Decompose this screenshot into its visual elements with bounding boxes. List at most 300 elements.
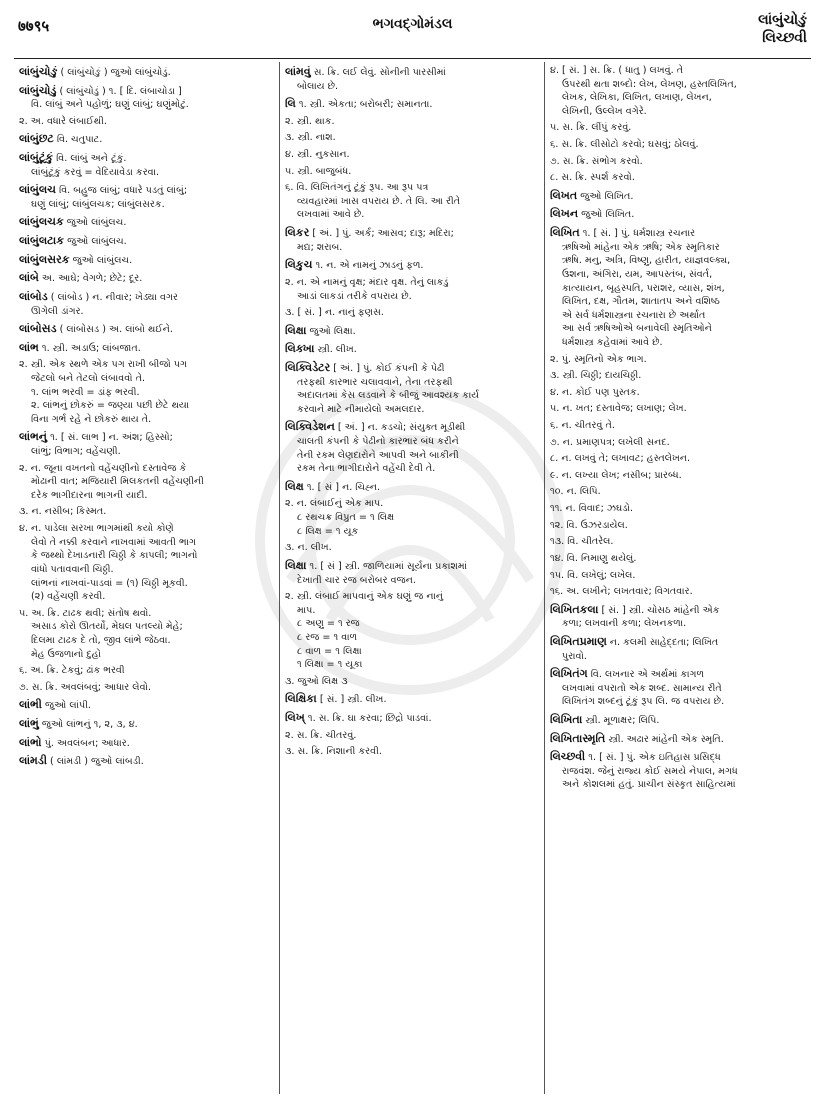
definition-text: કરવાને માટે નીમાયેલો અમલદાર. bbox=[297, 403, 425, 415]
sense-entry bbox=[19, 681, 274, 695]
sense-entry bbox=[285, 590, 539, 672]
definition-text: કાત્યાયન, બૃહસ્પતિ, પરાશર, વ્યાસ, શંખ, bbox=[562, 282, 725, 294]
definition-text: ૧ લિક્ષા = ૧ યૂકા bbox=[297, 659, 363, 671]
entry-line bbox=[285, 96, 539, 112]
definition-text: કે જથ્થો દેખાડનારી ચિઠ્ઠી કે કાપલી; ભાગનો bbox=[31, 550, 198, 562]
headword: લિકર bbox=[285, 226, 310, 240]
definition-text: જુઓ લાંબુંલચ. bbox=[66, 217, 127, 229]
definition-text: લાંભનાં નાખવાં-પાડવાં = (૧) ચિઠ્ઠી મૂકવી. bbox=[31, 577, 188, 589]
definition-text: ( લાંબુંચોઙું ) જુઓ લાંબુંચોડું. bbox=[60, 67, 171, 78]
definition-text: ૧૫. વિ. લખેલું; લખેલ. bbox=[550, 569, 636, 581]
entry-line bbox=[19, 214, 274, 230]
sense-entry bbox=[550, 171, 804, 185]
column-1 bbox=[14, 62, 279, 1094]
entry-line bbox=[550, 682, 804, 696]
dictionary-entry bbox=[550, 602, 804, 631]
entry-line bbox=[19, 198, 274, 212]
sense-entry bbox=[19, 522, 274, 604]
dictionary-entry bbox=[285, 323, 539, 339]
entry-line bbox=[19, 166, 274, 180]
sense-entry bbox=[550, 585, 804, 599]
entry-line bbox=[285, 541, 539, 555]
entry-line bbox=[285, 435, 539, 449]
entry-line bbox=[285, 80, 539, 94]
definition-text: લાંબુંટૂંકું કરવું = વેદિયાવેડા કરવા. bbox=[31, 166, 160, 178]
headword: લિખન bbox=[550, 207, 579, 221]
definition-text: ૧. સ્ત્રી. એકતા; બરોબરી; સમાનતા. bbox=[298, 99, 433, 111]
guide-words bbox=[758, 12, 807, 47]
entry-line bbox=[19, 563, 274, 577]
definition-text: સ્ત્રી. લીખ. bbox=[317, 344, 357, 356]
headword: લાંમડી bbox=[19, 754, 47, 768]
definition-text: ૬. ન. ચીતરવું તે. bbox=[550, 420, 615, 432]
entry-line bbox=[550, 105, 804, 119]
dictionary-entry bbox=[285, 479, 539, 495]
entry-line bbox=[285, 419, 539, 435]
headword: લાંભો bbox=[19, 735, 42, 749]
definition-text: ૯. ન. લખ્યા લેખ; નસીબ; પ્રારબ્ધ. bbox=[550, 469, 682, 481]
dictionary-entry bbox=[19, 716, 274, 732]
headword: લાંબુંલસરક bbox=[19, 252, 70, 266]
definition-text: ૩. સ્ત્રી. નાશ. bbox=[285, 132, 336, 144]
entry-line bbox=[285, 691, 539, 707]
definition-text: માપ. bbox=[297, 604, 316, 616]
dictionary-entry bbox=[285, 64, 539, 93]
dictionary-entry bbox=[19, 150, 274, 179]
entry-line bbox=[19, 340, 274, 356]
dictionary-entry bbox=[285, 691, 539, 707]
book-title: ભગવદ્ગોમંડલ bbox=[372, 16, 453, 32]
column-3 bbox=[544, 62, 809, 1094]
entry-line bbox=[285, 590, 539, 604]
definition-text: ૬. વિ. લિખિતંગનું ટૂંકું રૂપ. આ રૂપ પત્ર bbox=[285, 182, 429, 194]
definition-text: ૨. સ્ત્રી. થાક. bbox=[285, 115, 335, 127]
dictionary-entry bbox=[19, 340, 274, 356]
entry-line bbox=[19, 716, 274, 732]
definition-text: જુઓ લાંબુંલચ. bbox=[67, 236, 127, 248]
definition-text: ૩. ન. નસીબ; કિસ્મત. bbox=[19, 506, 107, 518]
entry-line bbox=[19, 386, 274, 400]
definition-text: ૮ લિક્ષ = ૧ યૂક bbox=[297, 525, 359, 537]
sense-entry bbox=[285, 276, 539, 303]
entry-line bbox=[550, 552, 804, 566]
headword: લિખિત bbox=[550, 226, 580, 240]
definition-text: ૩. ન. લીખ. bbox=[285, 542, 332, 554]
definition-text: ૧. [ સં. ] પું. ધર્મશાસ્ત્ર રચનાર bbox=[582, 228, 696, 240]
definition-text: ૫. ન. ખત; દસ્તાવેજ; લખાણ; લેખ. bbox=[550, 403, 687, 415]
definition-text: મોઢાની વાત; મજિયારી મિલકતની વહેંચણીની bbox=[31, 476, 204, 488]
definition-text: પુરાવો. bbox=[562, 650, 587, 662]
definition-text: ૩. સ્ત્રી. ચિઠ્ઠી; દાયચિઠ્ઠી. bbox=[550, 370, 642, 382]
entry-line bbox=[285, 341, 539, 357]
definition-text: ૬. સ. ક્રિ. લીસોટો કરવો; ઘસવું; ઠોલવું. bbox=[550, 139, 699, 151]
entry-line bbox=[550, 369, 804, 383]
headword: લાંબુંછટ bbox=[19, 132, 54, 146]
entry-line bbox=[19, 536, 274, 550]
dictionary-entry bbox=[550, 225, 804, 349]
definition-text: ૭. સ. ક્રિ. અવલંબવું; આધાર લેવો. bbox=[19, 681, 151, 693]
definition-text: ચાલતી કંપની કે પેઢીનો કારભાર બંધ કરીને bbox=[297, 436, 459, 448]
entry-line bbox=[550, 519, 804, 533]
entry-line bbox=[550, 121, 804, 135]
entry-line bbox=[285, 64, 539, 80]
entry-line bbox=[285, 195, 539, 209]
entry-line bbox=[550, 749, 804, 765]
entry-line bbox=[550, 336, 804, 350]
sense-entry bbox=[19, 462, 274, 503]
definition-text: જુઓ લાંબુંલચ. bbox=[72, 254, 133, 266]
headword: લિ bbox=[285, 97, 296, 111]
entry-line bbox=[550, 452, 804, 466]
definition-text: ઊગેલી ડાંગર. bbox=[31, 305, 84, 317]
entry-line bbox=[285, 148, 539, 162]
entry-line bbox=[550, 171, 804, 185]
dictionary-entry bbox=[19, 697, 274, 713]
definition-text: મદ્ય; શરાબ. bbox=[297, 241, 343, 253]
definition-text: અદાલતમાં કેસ લડવાને કે બીજું આવશ્યક કાર્ય bbox=[297, 390, 480, 402]
sense-entry bbox=[550, 369, 804, 383]
entry-line bbox=[550, 268, 804, 282]
definition-text: દરેક ભાગીદારના ભાગની યાદી. bbox=[31, 489, 148, 501]
headword: લાંબુંચોડું bbox=[19, 83, 57, 97]
definition-text: લિખિત, દક્ષ, ગૌતમ, શાતાતપ અને વશિષ્ઠ bbox=[562, 296, 720, 308]
definition-text: ૭. ન. પ્રમાણપત્ર; લખેલી સનદ. bbox=[550, 436, 670, 448]
entry-line bbox=[550, 765, 804, 779]
definition-text: આડાં લાકડાં તરીકે વપરાય છે. bbox=[297, 290, 412, 302]
definition-text: ૧૪. વિ. નિમાણુ થયેલું. bbox=[550, 552, 637, 564]
dictionary-entry bbox=[19, 735, 274, 751]
definition-text: ૪. ન. પાડેલા સરખા ભાગમાંથી કયો કોણે bbox=[19, 523, 174, 535]
entry-line bbox=[550, 138, 804, 152]
entry-line bbox=[285, 376, 539, 390]
definition-text: [ અં. ] ન. કડચો; સંયુક્ત મૂડીથી bbox=[337, 422, 466, 434]
sense-entry bbox=[550, 121, 804, 135]
entry-line bbox=[285, 276, 539, 290]
dictionary-entry bbox=[550, 731, 804, 747]
entry-line bbox=[550, 666, 804, 682]
headword: લાંબોડ bbox=[19, 289, 48, 303]
definition-text: તેની રકમ લેણદારોને આપવી અને બાકીની bbox=[297, 449, 459, 461]
definition-text: ધર્મશાસ્ત્ર કહેવામાં આવે છે. bbox=[562, 336, 663, 348]
sense-entry bbox=[550, 535, 804, 549]
entry-line bbox=[285, 257, 539, 273]
sense-entry bbox=[550, 436, 804, 450]
entry-line bbox=[285, 131, 539, 145]
definition-text: ૧૧. ન. વિવાદ; ઝઘડો. bbox=[550, 503, 633, 515]
dictionary-entry bbox=[285, 341, 539, 357]
entry-line bbox=[19, 358, 274, 372]
headword: લિખિતકલા bbox=[550, 602, 599, 616]
dictionary-entry bbox=[285, 710, 539, 726]
entry-line bbox=[285, 479, 539, 495]
entry-line bbox=[550, 295, 804, 309]
definition-text: ૫. અ. ક્રિ. ટાઢક થવી; સંતોષ થવો. bbox=[19, 607, 152, 619]
entry-line bbox=[19, 681, 274, 695]
entry-line bbox=[550, 386, 804, 400]
definition-text: જુઓ લિખિત. bbox=[581, 209, 635, 221]
entry-line bbox=[550, 64, 804, 78]
headword: લાંબુંલચક bbox=[19, 215, 64, 229]
entry-line bbox=[285, 181, 539, 195]
entry-line bbox=[550, 602, 804, 618]
definition-text: લખવામાં વપરાતો એક શબ્દ. સામાન્ય રીતે bbox=[562, 682, 722, 694]
definition-text: લેવો તે નક્કી કરવાને નાખવામાં આવતી ભાગ bbox=[31, 536, 196, 548]
entry-line bbox=[285, 462, 539, 476]
definition-text: ૨. ન. જૂના વખતનો વહેંચણીનો દસ્તાવેજ કે bbox=[19, 462, 187, 474]
definition-text: લિખિતંગ શબ્દનું ટૂંકું રૂપ લિ. જ વપરાય છે. bbox=[562, 696, 725, 708]
dictionary-entry bbox=[19, 429, 274, 458]
entry-line bbox=[550, 188, 804, 204]
entry-line bbox=[19, 399, 274, 413]
dictionary-entry bbox=[285, 419, 539, 475]
entry-line bbox=[285, 403, 539, 417]
definition-text: ૮ રજ = ૧ વાળ bbox=[297, 631, 358, 643]
sense-entry bbox=[550, 569, 804, 583]
headword: લિખત bbox=[550, 188, 578, 202]
definition-text: પું. અવલંબન; આધાર. bbox=[44, 737, 130, 749]
entry-line bbox=[550, 155, 804, 169]
entry-line bbox=[19, 607, 274, 621]
definition-text: વિ. બહુજ લાંબું; વધારે પડતું લાંબું; bbox=[59, 185, 188, 197]
entry-line bbox=[19, 83, 274, 99]
entry-line bbox=[285, 710, 539, 726]
definition-text: લખવામાં આવે છે. bbox=[297, 209, 365, 221]
definition-text: ૧. સ્ત્રી. અડાઉ; લાંબજાત. bbox=[41, 342, 141, 354]
entry-line bbox=[19, 590, 274, 604]
sense-entry bbox=[550, 64, 804, 118]
sense-entry bbox=[550, 452, 804, 466]
definition-text: વિ. લાંબું અને ટૂંકું. bbox=[56, 153, 127, 165]
entry-line bbox=[550, 585, 804, 599]
sense-entry bbox=[285, 306, 539, 320]
definition-text: દેખાતી ચાર રજ બરોબર વજન. bbox=[297, 574, 416, 586]
entry-line bbox=[19, 648, 274, 662]
definition-text: ૫. સ. ક્રિ. લીંપું કરવું. bbox=[550, 122, 632, 134]
page-number: ७७९५ bbox=[18, 17, 50, 35]
sense-entry bbox=[285, 729, 539, 743]
definition-text: અસાડ કોરો ઊતર્યો, મેઘલ પતલ્યો મેહે; bbox=[31, 621, 183, 633]
definition-text: તરફથી કારભાર ચલાવવાને, તેના તરફથી bbox=[297, 376, 453, 388]
dictionary-entry bbox=[550, 712, 804, 728]
definition-text: ૪. સ્ત્રી. નુકસાન. bbox=[285, 149, 350, 161]
headword: લાંબુંચોઙું bbox=[19, 65, 58, 78]
definition-text: ( લાંબુંચોડું ) ૧. [ દિ. લંબાચોડા ] bbox=[59, 85, 182, 97]
entry-line bbox=[550, 254, 804, 268]
entry-line bbox=[285, 497, 539, 511]
entry-line bbox=[285, 645, 539, 659]
definition-text: ૨. સ. ક્રિ. ચીતરવું. bbox=[285, 729, 357, 741]
entry-line bbox=[550, 241, 804, 255]
entry-line bbox=[550, 322, 804, 336]
definition-text: ૨. ન. એ નામનું વૃક્ષ; મંદાર વૃક્ષ. તેનું લાકડું bbox=[285, 276, 449, 288]
entry-line bbox=[285, 658, 539, 672]
definition-text: લેખિની, ઉલ્લેખ વગેરે. bbox=[562, 105, 647, 117]
entry-line bbox=[550, 485, 804, 499]
dictionary-columns bbox=[14, 62, 811, 1094]
definition-text: ૧૬. અ. લખીને; લખતવાર; વિગતવાર. bbox=[550, 586, 693, 598]
definition-text: સ્ત્રી. મૂળાક્ષર; લિપિ. bbox=[585, 714, 660, 726]
dictionary-entry bbox=[550, 749, 804, 792]
entry-line bbox=[19, 98, 274, 112]
headword: લિખિતાસ્મૃતિ bbox=[550, 731, 606, 745]
entry-line bbox=[19, 697, 274, 713]
entry-line bbox=[19, 753, 274, 769]
definition-text: ૨. સ્ત્રી. લંબાઈ માપવાનું એક ઘણું જ નાનું bbox=[285, 591, 444, 603]
entry-line bbox=[285, 290, 539, 304]
definition-text: મેહ ઉજળાનો દુહો bbox=[31, 648, 101, 660]
sense-entry bbox=[19, 505, 274, 519]
definition-text: ઉપરથી થતા શબ્દો: લેખ, લેખણ, હસ્તલિખિત, bbox=[562, 78, 737, 90]
definition-text: ઉશના, અંગિરા, યમ, આપસ્તંબ, સંવર્ત, bbox=[562, 268, 713, 280]
sense-entry bbox=[550, 502, 804, 516]
sense-entry bbox=[19, 607, 274, 661]
definition-text: ૫. સ્ત્રી. બાજુબંધ. bbox=[285, 165, 352, 177]
dictionary-entry bbox=[550, 634, 804, 663]
definition-text: [ સં. ] સ્ત્રી. ચોસઠ માંહેની એક bbox=[601, 604, 720, 616]
entry-line bbox=[19, 252, 274, 268]
definition-text: લેખક, લેખિકા, લિખિત, લખાણ, લેખન, bbox=[562, 92, 712, 104]
definition-text: ( લાંબોસડ ) અ. લાંબો થઈને. bbox=[59, 324, 173, 336]
sense-entry bbox=[285, 745, 539, 759]
dictionary-entry bbox=[19, 252, 274, 268]
definition-text: ૧૩. વિ. ચીતરેલ. bbox=[550, 536, 614, 548]
headword: લાંમવું bbox=[285, 65, 311, 78]
sense-entry bbox=[19, 358, 274, 426]
headword: લિક્વિડેશન bbox=[285, 420, 335, 434]
entry-line bbox=[19, 233, 274, 249]
entry-line bbox=[550, 282, 804, 296]
definition-text: જુઓ લિક્ષા. bbox=[309, 325, 356, 337]
headword: લાંબે bbox=[19, 271, 39, 285]
definition-text: [ અં. ] પું. અર્ક; આસવ; દારૂ; મદિરા; bbox=[312, 228, 454, 240]
headword: લિક્ષા bbox=[285, 558, 307, 572]
headword: લિક્વિડેટર bbox=[285, 360, 331, 374]
entry-line bbox=[285, 360, 539, 376]
entry-line bbox=[285, 525, 539, 539]
definition-text: ૧. ન. એ નામનું ઝાડનું ફળ. bbox=[315, 260, 424, 272]
sense-entry bbox=[550, 138, 804, 152]
headword: લિખ્ bbox=[285, 710, 305, 724]
definition-text: દિલમા ટાઢક દે તો, જીવ લાંભે જેઠવા. bbox=[31, 634, 171, 646]
definition-text: આ સર્વ ઋષિઓએ બનાવેલી સ્મૃતિઓને bbox=[562, 323, 712, 335]
dictionary-entry bbox=[550, 188, 804, 204]
entry-line bbox=[19, 462, 274, 476]
sense-entry bbox=[285, 148, 539, 162]
definition-text: જુઓ લાંભનું ૧, ૨, ૩, ૪. bbox=[41, 718, 138, 730]
definition-text: કળા; લખવાની કળા; લેખનકળા. bbox=[562, 618, 687, 630]
definition-text: ૧. [ સં ] ન. ચિહ્ન. bbox=[306, 481, 381, 493]
entry-line bbox=[550, 731, 804, 747]
headword: લાંભનું bbox=[19, 430, 48, 444]
dictionary-entry bbox=[550, 666, 804, 709]
headword: લિક્ષિકા bbox=[285, 692, 317, 706]
entry-line bbox=[19, 150, 274, 166]
entry-line bbox=[550, 569, 804, 583]
entry-line bbox=[285, 115, 539, 129]
entry-line bbox=[550, 78, 804, 92]
sense-entry bbox=[285, 131, 539, 145]
definition-text: ૧. સ. ક્રિ. ઘા કરવા; છિદ્રો પાડવાં. bbox=[307, 712, 432, 724]
headword: લિક્ખા bbox=[285, 342, 315, 356]
entry-line bbox=[285, 165, 539, 179]
definition-text: વ્યવહારમાં ખાસ વપરાય છે. તે લિ. આ રીતે bbox=[297, 195, 461, 207]
headword: લાંબુંલટાક bbox=[19, 234, 65, 248]
definition-text: વાંધો પતાવવાની ચિઠ્ઠી. bbox=[31, 563, 114, 575]
definition-text: જેટલો બને તેટલો લંબાવવો તે. bbox=[31, 372, 146, 384]
definition-text: ( લાંમડી ) જુઓ લાંબડી. bbox=[50, 756, 144, 768]
entry-line bbox=[550, 617, 804, 631]
definition-text: વિ. લખનાર એ અર્થમાં કાગળ bbox=[590, 669, 705, 681]
entry-line bbox=[285, 389, 539, 403]
entry-line bbox=[19, 664, 274, 678]
guide-word-first: લાંબુંચોઙું bbox=[758, 12, 807, 28]
headword: લિખિતા bbox=[550, 712, 583, 726]
definition-text: ઘણું લાંબું; લાંબુંલચક; લાંબુંલસરક. bbox=[31, 198, 165, 210]
definition-text: ૩. [ સં. ] ન. નાનું ફણસ. bbox=[285, 307, 384, 319]
sense-entry bbox=[285, 181, 539, 222]
sense-entry bbox=[550, 552, 804, 566]
page-header bbox=[14, 6, 811, 62]
sense-entry bbox=[285, 541, 539, 555]
entry-line bbox=[19, 429, 274, 445]
definition-text: અને કોશલમાં હતું. પ્રાચીન સંસ્કૃત સાહિત્યમાં bbox=[562, 779, 736, 791]
entry-line bbox=[550, 91, 804, 105]
definition-text: ૧. [ સં. લાભ ] ન. અંશ; હિસ્સો; bbox=[50, 432, 173, 444]
headword: લાંબુંલચ bbox=[19, 183, 56, 197]
sense-entry bbox=[285, 115, 539, 129]
dictionary-entry bbox=[19, 321, 274, 337]
sense-entry bbox=[285, 165, 539, 179]
dictionary-entry bbox=[285, 558, 539, 587]
entry-line bbox=[19, 475, 274, 489]
entry-line bbox=[285, 449, 539, 463]
definition-text: અ. આઘે; વેગળે; છેટે; દૂર. bbox=[41, 273, 143, 285]
entry-line bbox=[285, 729, 539, 743]
entry-line bbox=[19, 522, 274, 536]
definition-text: ૮ વાળ = ૧ લિક્ષા bbox=[297, 645, 362, 657]
sense-entry bbox=[550, 469, 804, 483]
sense-entry bbox=[550, 419, 804, 433]
entry-line bbox=[285, 631, 539, 645]
entry-line bbox=[550, 778, 804, 792]
entry-line bbox=[550, 502, 804, 516]
headword: લિક્ષા bbox=[285, 323, 307, 337]
entry-line bbox=[19, 549, 274, 563]
dictionary-entry bbox=[19, 182, 274, 211]
definition-text: જુઓ લિખિત. bbox=[580, 190, 634, 202]
definition-text: ૮ રથચક્ર વિપ્રુત = ૧ લિક્ષ bbox=[297, 512, 395, 524]
definition-text: ( લાંબોડ ) ન. નીવાર; ખેડ્યા વગર bbox=[50, 291, 178, 303]
entry-line bbox=[285, 675, 539, 689]
definition-text: રાજવંશ. જેનું રાજ્ય કોઈ સમયે નેપાલ, મગધ bbox=[562, 765, 738, 777]
entry-line bbox=[285, 574, 539, 588]
entry-line bbox=[19, 321, 274, 337]
dictionary-entry bbox=[285, 96, 539, 112]
dictionary-entry bbox=[285, 225, 539, 254]
entry-line bbox=[550, 419, 804, 433]
definition-text: ૨. ન. લંબાઈનું એક માપ. bbox=[285, 498, 384, 510]
definition-text: વિના ગર્ભ રહે ને છોકરું થાય તે. bbox=[31, 413, 152, 425]
entry-line bbox=[19, 634, 274, 648]
headword: લિખિતંગ bbox=[550, 667, 588, 681]
definition-text: ૨. લાંભનું છોકરું = જણ્યા પછી છેટે થયા bbox=[31, 400, 190, 412]
definition-text: ૨. પું. સ્મૃતિનો એક ભાગ. bbox=[550, 353, 647, 365]
definition-text: સ્ત્રી. અઢાર માંહેની એક સ્મૃતિ. bbox=[608, 733, 724, 745]
definition-text: ૧૨. વિ. ઉઝરડાયેલ. bbox=[550, 519, 628, 531]
entry-line bbox=[19, 445, 274, 459]
entry-line bbox=[19, 64, 274, 80]
entry-line bbox=[285, 558, 539, 574]
